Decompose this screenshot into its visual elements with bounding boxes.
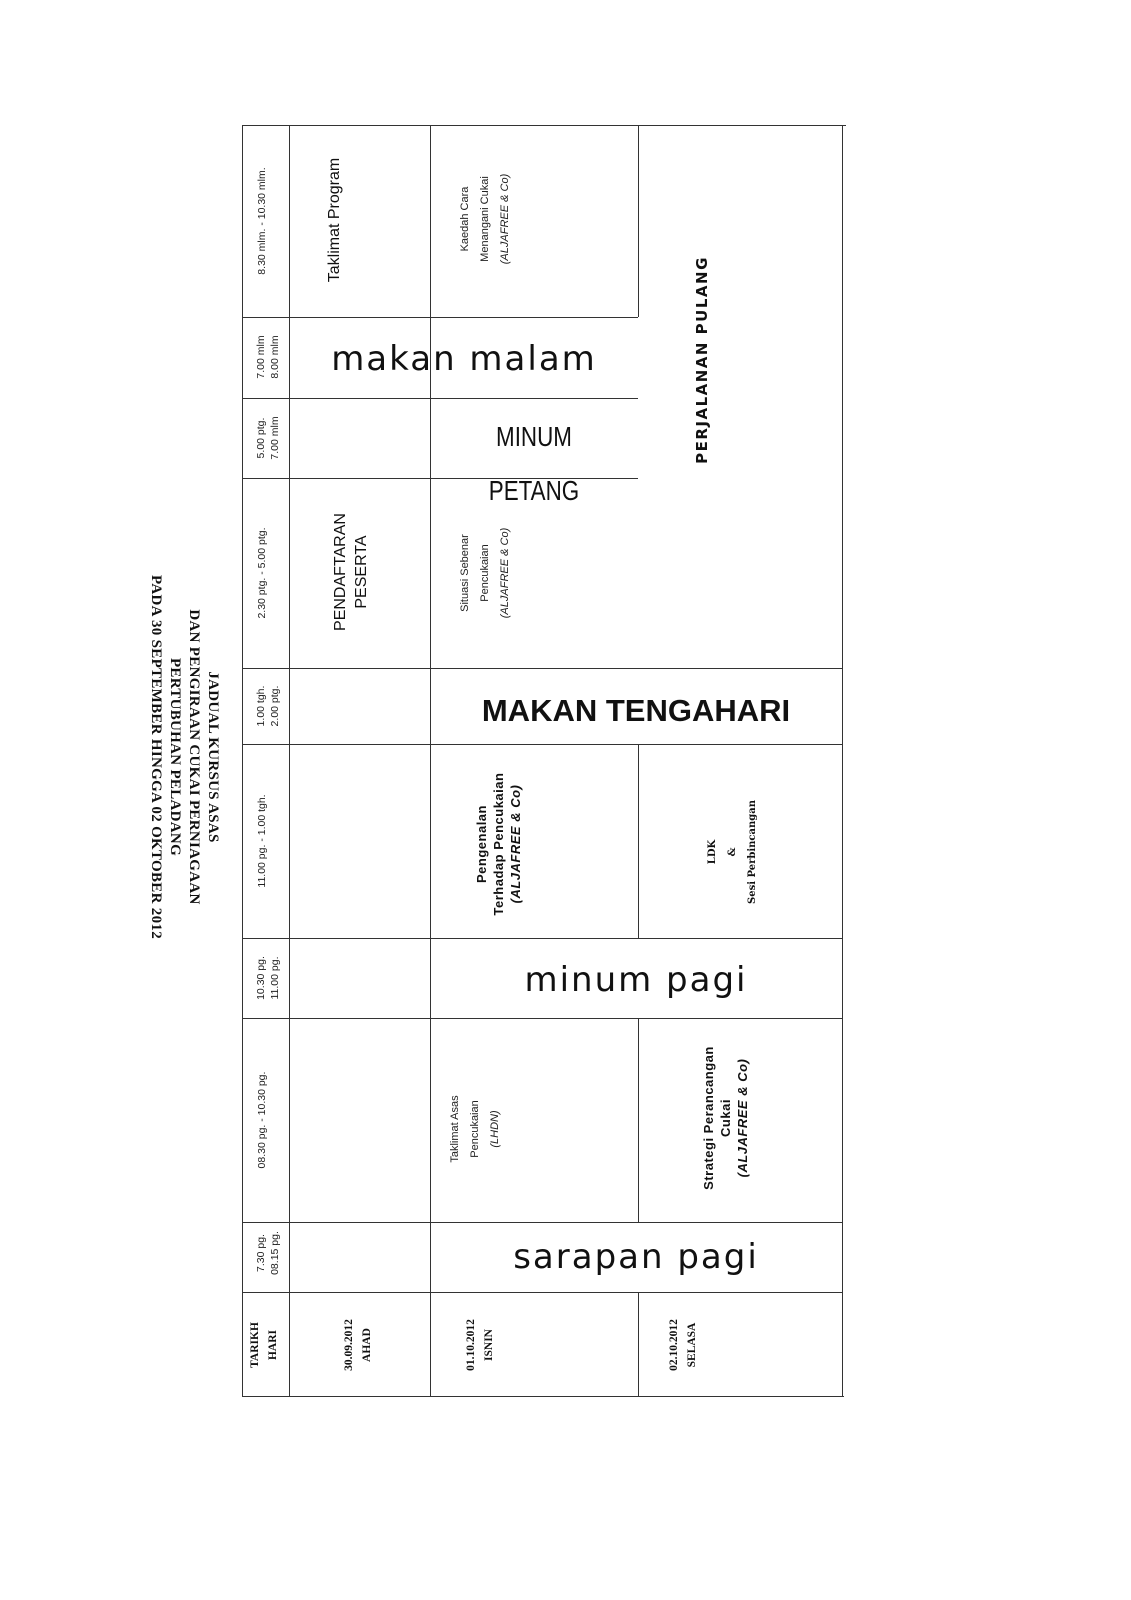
header-tarikh: TARIKH — [249, 1322, 261, 1368]
time-slot-5-end: 2.00 ptg. — [269, 685, 281, 727]
isnin-pengenalan — [473, 759, 537, 929]
isnin-s2-line-3: (LHDN) — [489, 1110, 501, 1148]
time-slot-1 — [254, 1218, 286, 1288]
time-slot-9: 8.30 mlm. - 10.30 mlm. — [256, 167, 268, 275]
table-border-top — [242, 125, 846, 126]
header-hari: HARI — [267, 1329, 279, 1361]
isnin-kaedah-cara — [455, 164, 525, 274]
isnin-s9-line-2: Menangani Cukai — [479, 176, 491, 262]
time-slot-3-start: 10.30 pg. — [255, 956, 267, 1000]
row-line-8 — [242, 1222, 842, 1223]
row-line-2 — [242, 398, 638, 399]
time-slot-8 — [254, 322, 286, 392]
selasa-s4-line-1: LDK — [707, 839, 718, 865]
document-title — [142, 497, 222, 1017]
row-line-7 — [242, 1018, 842, 1019]
isnin-s9-line-1: Kaedah Cara — [459, 186, 471, 252]
ahad-column-line — [430, 125, 431, 1397]
date-selasa: 02.10.2012 — [668, 1319, 680, 1371]
minum-pagi: minum pagi — [524, 960, 748, 1000]
isnin-s2-line-1: Taklimat Asas — [449, 1095, 461, 1163]
time-slot-3 — [254, 943, 286, 1013]
row-line-1 — [242, 317, 638, 318]
selasa-s2-line-3: (ALJAFREE & Co) — [735, 1058, 750, 1178]
date-ahad: 30.09.2012 — [343, 1319, 355, 1371]
time-slot-8-end: 8.00 mlm — [269, 335, 281, 379]
day-selasa: SELASA — [686, 1322, 698, 1368]
time-slot-5 — [254, 671, 286, 741]
selasa-ldk — [703, 792, 763, 912]
isnin-s9-line-3: (ALJAFREE & Co) — [499, 173, 511, 265]
table-border-right — [842, 125, 843, 1397]
row-line-5 — [242, 744, 842, 745]
pendaftaran-line-2: PESERTA — [353, 535, 370, 609]
day-cell-ahad — [340, 1290, 380, 1400]
time-slot-7 — [254, 403, 286, 473]
title-line-1: JADUAL KURSUS ASAS — [205, 671, 221, 843]
taklimat-program: Taklimat Program — [326, 157, 343, 283]
time-slot-2: 08.30 pg. - 10.30 pg. — [256, 1071, 268, 1169]
day-isnin: ISNIN — [483, 1329, 495, 1361]
selasa-s2-line-1: Strategi Perancangan — [701, 1046, 716, 1190]
makan-malam: makan malam — [331, 339, 597, 379]
isnin-s4-line-1: Pengenalan — [474, 805, 489, 883]
isnin-s2-line-2: Pencukaian — [469, 1100, 481, 1158]
row-line-6 — [242, 938, 842, 939]
pendaftaran-line-1: PENDAFTARAN — [332, 513, 349, 631]
makan-tengahari: MAKAN TENGAHARI — [481, 693, 791, 728]
time-slot-4: 11.00 pg. - 1.00 tgh. — [256, 794, 268, 888]
isnin-column-line-c — [638, 1018, 639, 1222]
isnin-s4-line-2: Terhadap Pencukaian — [491, 772, 506, 916]
row-line-9 — [242, 1292, 842, 1293]
minum-petang: MINUM PETANG — [488, 421, 580, 506]
header-tarikh-hari — [246, 1301, 286, 1389]
isnin-taklimat-asas — [445, 1079, 515, 1179]
selasa-strategi — [700, 1023, 764, 1213]
selasa-s2-line-2: Cukai — [718, 1099, 733, 1137]
time-slot-1-start: 7.30 pg. — [255, 1234, 267, 1272]
sarapan-pagi: sarapan pagi — [513, 1237, 759, 1277]
selasa-s4-line-2: & — [727, 847, 738, 857]
isnin-situasi-sebenar — [455, 518, 525, 628]
time-slot-7-end: 7.00 mlm — [269, 416, 281, 460]
day-cell-isnin — [462, 1290, 502, 1400]
pendaftaran-peserta — [330, 507, 380, 637]
time-slot-8-start: 7.00 mlm — [255, 335, 267, 379]
header-column-line — [289, 125, 290, 1397]
selasa-s4-line-3: Sesi Perbincangan — [747, 799, 758, 905]
table-border-left — [242, 125, 243, 1397]
isnin-s6-line-1: Situasi Sebenar — [459, 534, 471, 612]
time-slot-7-start: 5.00 ptg. — [255, 417, 267, 459]
time-slot-6: 2.30 ptg. - 5.00 ptg. — [256, 527, 268, 619]
title-line-3: PERTUBUHAN PELADANG — [167, 657, 183, 857]
time-slot-5-start: 1.00 tgh. — [255, 685, 267, 727]
time-slot-1-end: 08.15 pg. — [269, 1231, 281, 1275]
row-line-4 — [242, 668, 842, 669]
isnin-s6-line-2: Pencukaian — [479, 544, 491, 602]
isnin-column-line-a — [638, 125, 639, 317]
title-line-2: DAN PENGIRAAN CUKAI PERNIAGAAN — [186, 609, 202, 905]
isnin-s6-line-3: (ALJAFREE & Co) — [499, 527, 511, 619]
minum-petang-cell — [430, 410, 638, 506]
perjalanan-pulang: PERJALANAN PULANG — [693, 256, 711, 464]
title-line-4: PADA 30 SEPTEMBER HINGGA 02 OKTOBER 2012 — [148, 575, 164, 939]
isnin-column-line-b — [638, 744, 639, 938]
day-cell-selasa — [665, 1290, 705, 1400]
table-border-bottom — [242, 1396, 844, 1397]
time-slot-3-end: 11.00 pg. — [269, 956, 281, 1000]
isnin-column-line-d — [638, 1292, 639, 1396]
date-isnin: 01.10.2012 — [465, 1319, 477, 1371]
day-ahad: AHAD — [361, 1328, 373, 1362]
isnin-s4-line-3: (ALJAFREE & Co) — [508, 784, 523, 904]
